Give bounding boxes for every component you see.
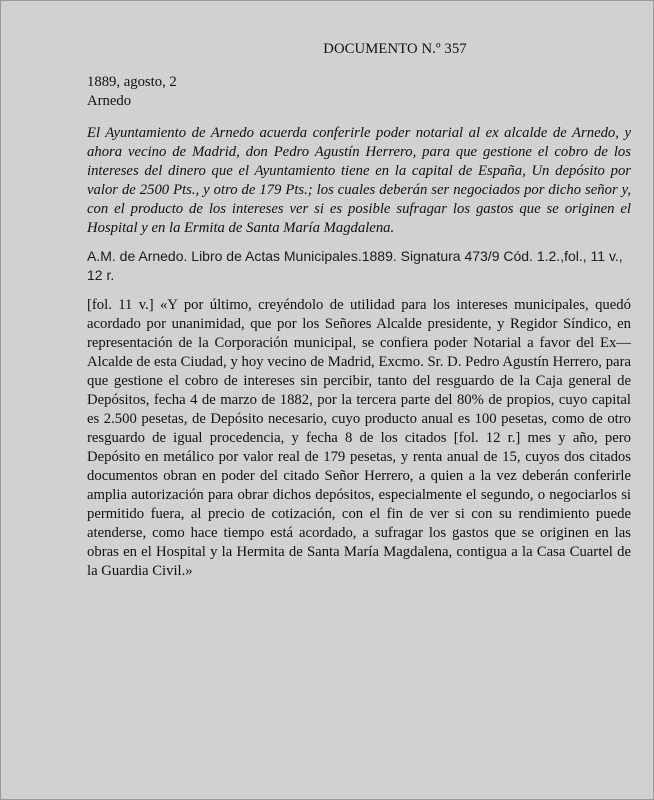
document-meta xyxy=(87,73,631,111)
document-date: 1889, agosto, 2 xyxy=(87,74,177,90)
document-summary: El Ayuntamiento de Arnedo acuerda conferirle poder notarial al ex alcalde de Arnedo, y ahora vecino de Madrid, don Pedro Agustín Herrero, para que gestione el cobro de los intereses del dinero que el Ayuntamiento tiene en la capital de España, Un depósito por valor de 2500 Pts., y otro de 179 Pts.; los cuales deberán ser negociados por dicho señor y, con el producto de los intereses ver si es posible sufragar los gastos que se originen el Hospital y en la Ermita de Santa María Magdalena. xyxy=(87,125,631,236)
document-source: A.M. de Arnedo. Libro de Actas Municipales.1889. Signatura 473/9 Cód. 1.2.,fol., 11 v., 12 r. xyxy=(87,248,623,283)
document-page xyxy=(87,40,631,581)
document-title: DOCUMENTO N.º 357 xyxy=(323,41,467,57)
document-body: [fol. 11 v.] «Y por último, creyéndolo de utilidad para los intereses municipales, quedó acordado por unanimidad, que por los Señores Alcalde presidente, y Regidor Síndico, en representación de la Corporación municipal, se confiera poder Notarial a favor del Ex—Alcalde de esta Ciudad, y hoy vecino de Madrid, Excmo. Sr. D. Pedro Agustín Herrero, para que gestione el cobro de intereses sin percibir, tanto del resguardo de la Caja general de Depósitos, fecha 4 de marzo de 1882, por la tercera parte del 80% de propios, cuyo capital es 2.500 pesetas, de Depósito necesario, cuyo producto anual es 100 pesetas, como de otro resguardo de igual procedencia, y fecha 8 de los citados [fol. 12 r.] mes y año, pero Depósito en metálico por valor real de 179 pesetas, y renta anual de 15, cuyos dos citados documentos obran en poder del citado Señor Herrero, a quien a la vez deberán conferirle amplia autorización para obrar dichos depósitos, especialmente el segundo, o negociarlos si permitido fuera, al precio de cotización, con el fin de ver si con su rendimiento puede atenderse, como hace tiempo está acordado, a sufragar los gastos que se originen en las obras en el Hospital y la Hermita de Santa María Magdalena, contigua a la Casa Cuartel de la Guardia Civil.» xyxy=(87,297,631,579)
document-place: Arnedo xyxy=(87,93,132,109)
